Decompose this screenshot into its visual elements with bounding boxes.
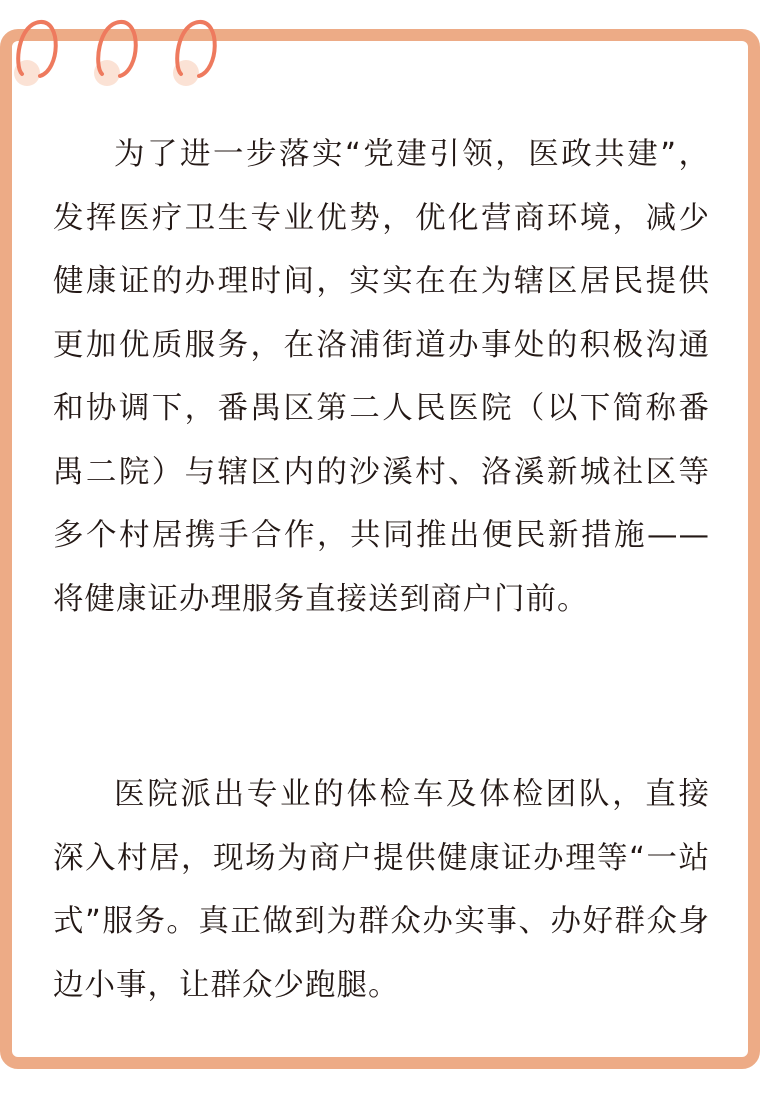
binder-rings-decoration	[0, 0, 240, 100]
article-paragraph-1: 为了进一步落实“党建引领，医政共建”，发挥医疗卫生专业优势，优化营商环境，减少健康证的办理时间，实实在在为辖区居民提供更加优质服务，在洛浦街道办事处的积极沟通和协调下，番禺区第二人民医院（以下简称番禺二院）与辖区内的沙溪村、洛溪新城社区等多个村居携手合作，共同推出便民新措施——将健康证办理服务直接送到商户门前。	[53, 137, 710, 617]
binder-ring-1	[14, 22, 56, 86]
article-paragraph-2: 医院派出专业的体检车及体检团队，直接深入村居，现场为商户提供健康证办理等“一站式”服务。真正做到为群众办实事、办好群众身边小事，让群众少跑腿。	[53, 777, 710, 1003]
binder-ring-3	[173, 22, 215, 86]
binder-ring-2	[94, 22, 136, 86]
